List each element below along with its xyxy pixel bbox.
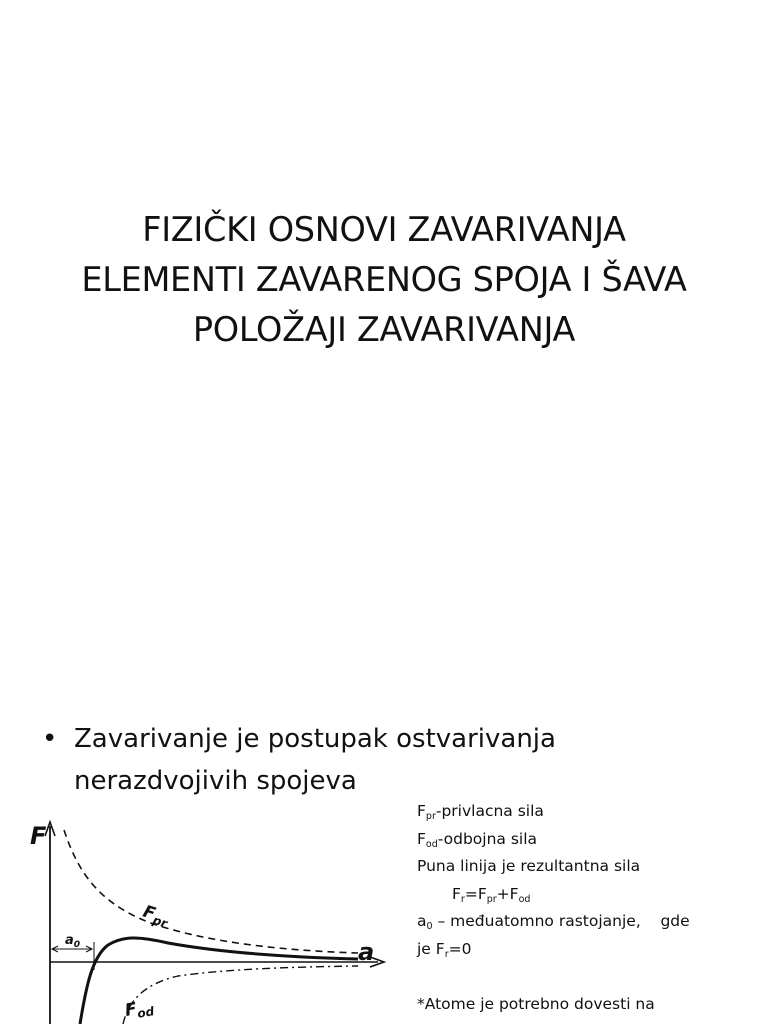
title-line-1: FIZIČKI OSNOVI ZAVARIVANJA bbox=[142, 210, 626, 249]
title-line-3: POLOŽAJI ZAVARIVANJA bbox=[192, 310, 576, 349]
notes-block bbox=[417, 798, 757, 1018]
fod-label: $F_{od}$ bbox=[123, 999, 156, 1021]
y-axis-label: F bbox=[30, 822, 47, 850]
note-resultant: Puna linija je rezultantna sila bbox=[417, 857, 641, 875]
x-axis-label: a bbox=[358, 938, 375, 966]
note-fod: $F_{od}$-odbojna sila bbox=[417, 829, 538, 850]
force-distance-diagram bbox=[28, 812, 398, 1024]
note-fpr: $F_{pr}$-privlacna sila bbox=[417, 802, 544, 822]
note-atoms: *Atome je potrebno dovesti na bbox=[417, 994, 655, 1013]
note-formula: $F_r=F_{pr}+F_{od}$ bbox=[452, 884, 531, 905]
note-spacer bbox=[417, 963, 757, 991]
title-line-2: ELEMENTI ZAVARENOG SPOJA I ŠAVA bbox=[81, 260, 687, 299]
note-a0-condition: je $F_r=0$ bbox=[417, 939, 472, 960]
a0-label: $a_0$ bbox=[65, 933, 81, 950]
fod-dashdot-curve bbox=[123, 966, 358, 1024]
note-a0-definition: $a_0$ – međuatomno rastojanje, gde bbox=[417, 912, 690, 932]
bullet-text bbox=[74, 718, 714, 802]
bullet-marker: • bbox=[42, 724, 58, 754]
fpr-dashed-curve bbox=[64, 830, 358, 953]
fpr-label: $F_{pr}$ bbox=[140, 901, 170, 931]
bullet-line-1: Zavarivanje je postupak ostvarivanja bbox=[74, 724, 556, 754]
bullet-line-2: nerazdvojivih spojeva bbox=[74, 766, 357, 796]
slide-title bbox=[0, 205, 768, 355]
